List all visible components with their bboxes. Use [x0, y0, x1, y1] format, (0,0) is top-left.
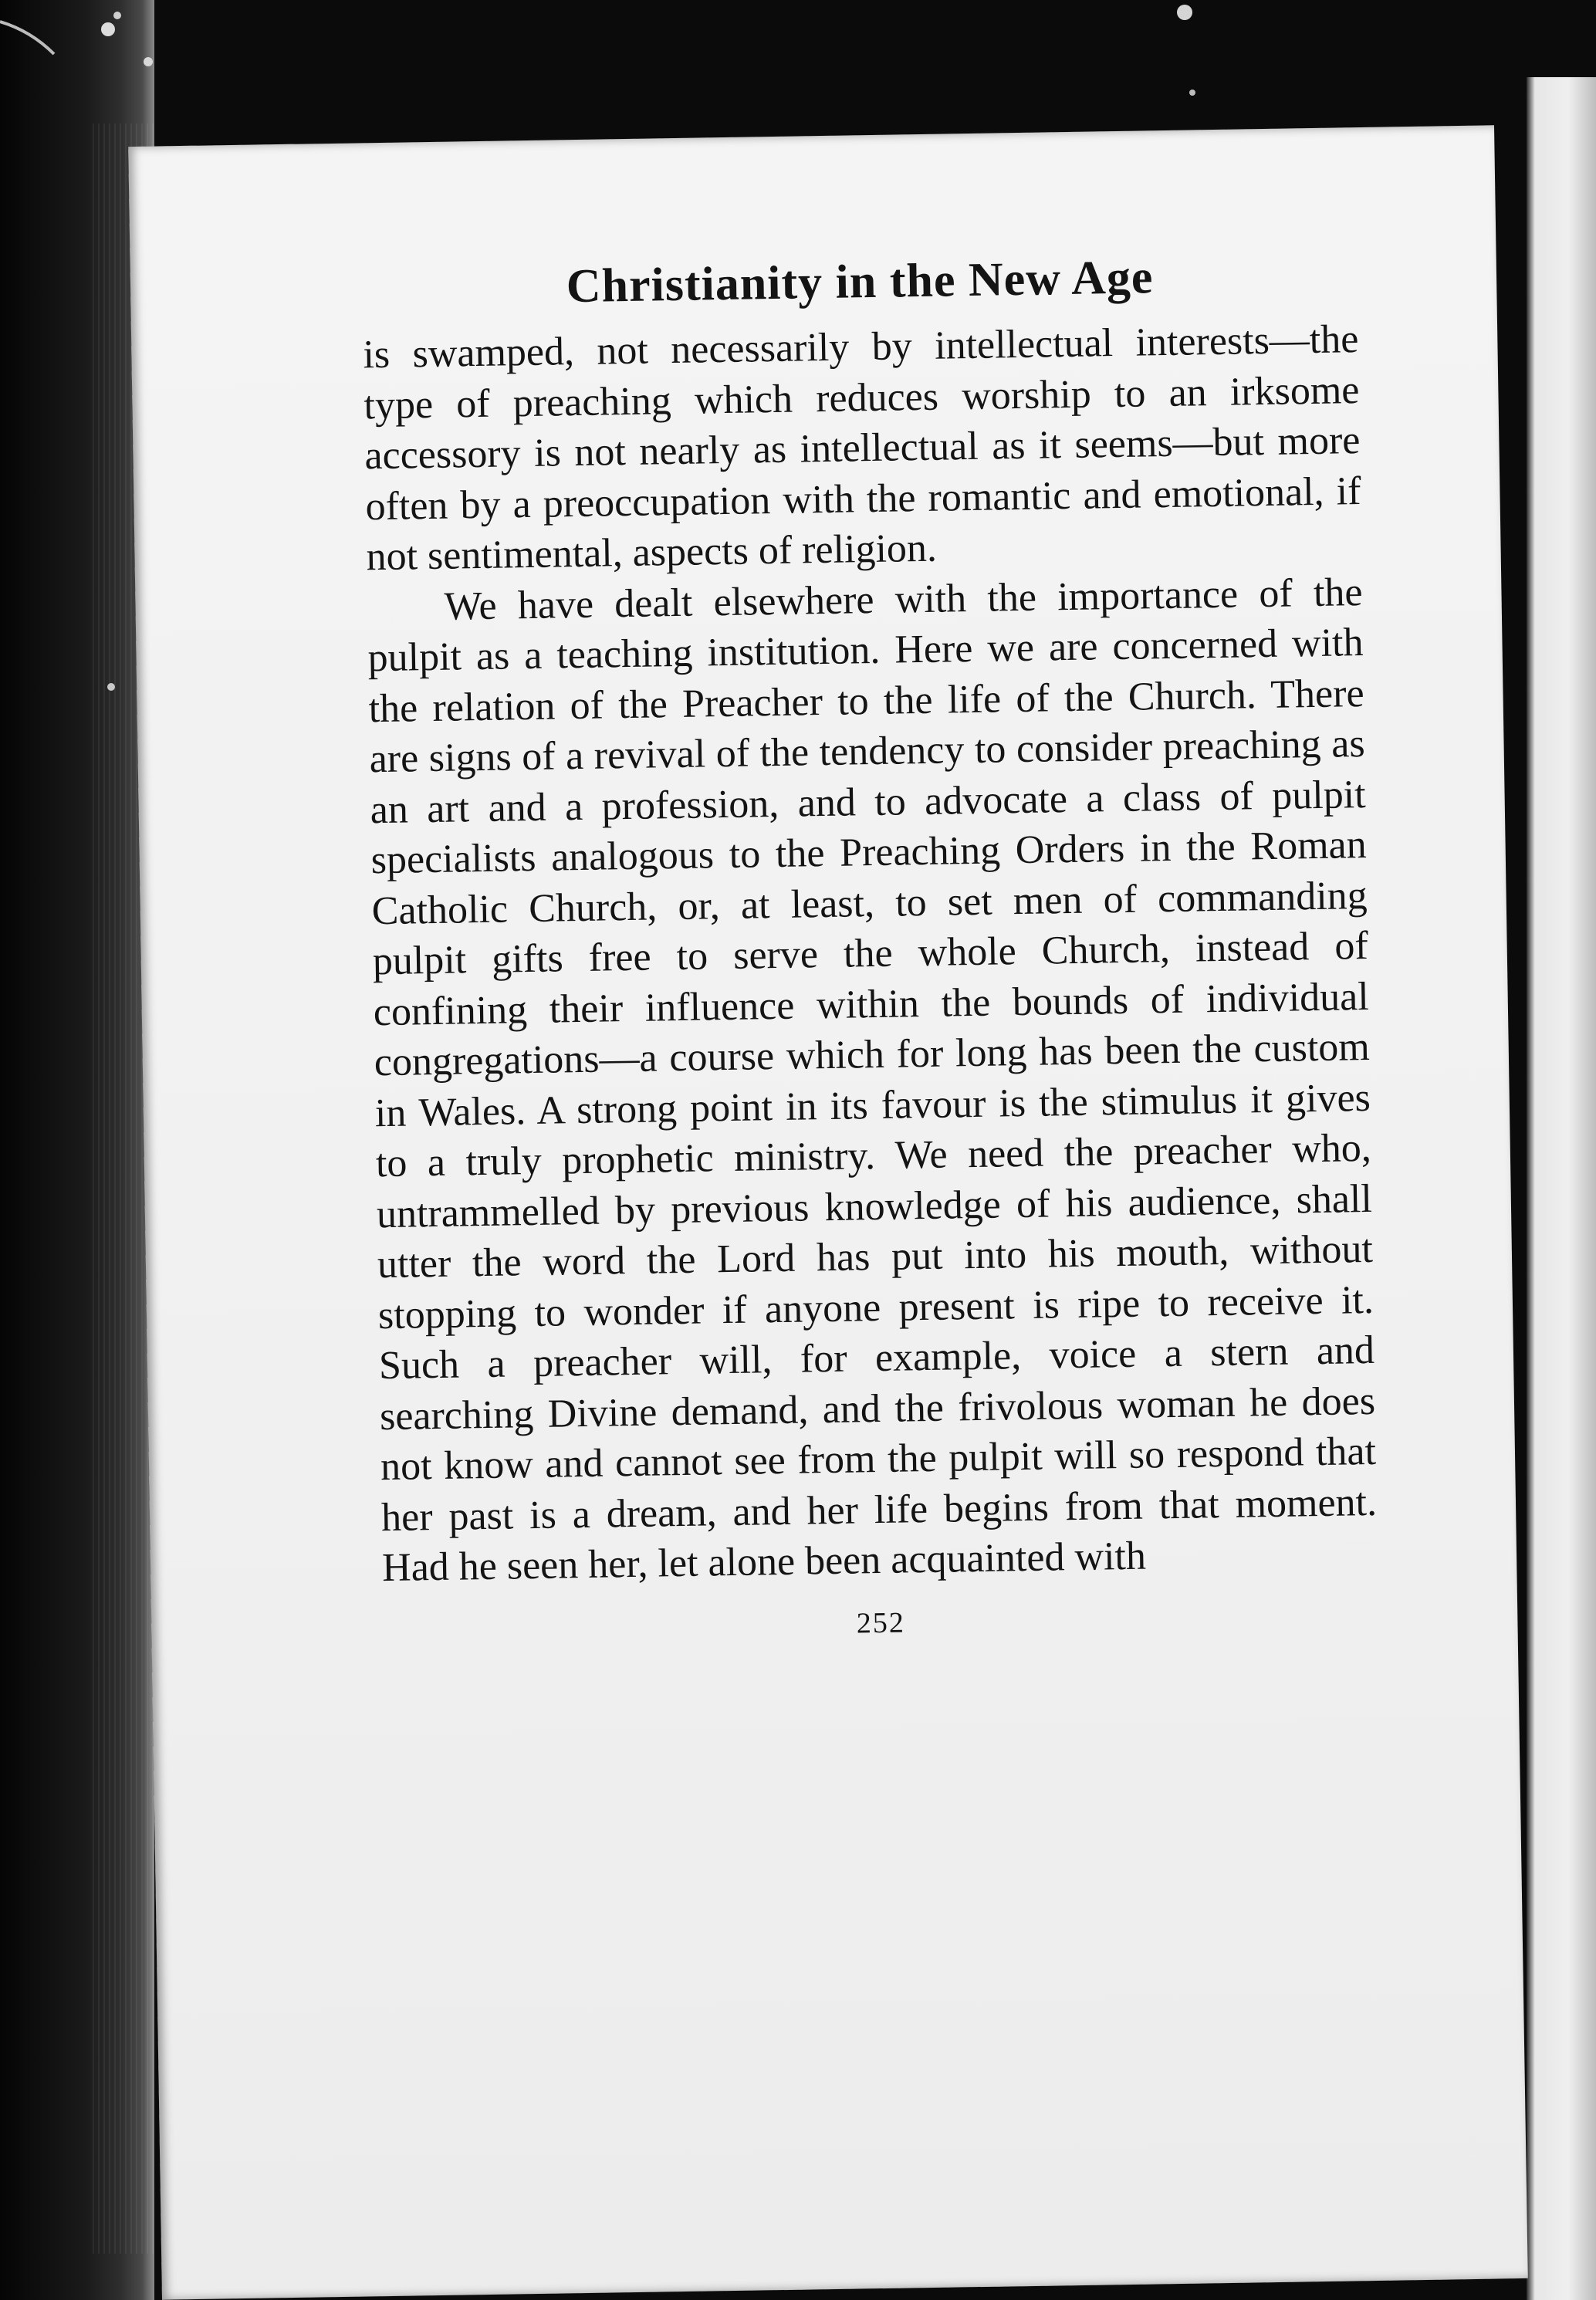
facing-page-edge [1527, 77, 1596, 2300]
paragraph: We have dealt elsewhere with the importance of the pulpit as a teaching institution. Here we are concerned with the relation of the Preacher to the life of the Church. There are signs of a revival of the tendency to consider preaching as an art and a profession, and to advocate a class of pulpit specialists analogous to the Preaching Orders in the Roman Catholic Church, or, at least, to set men of commanding pulpit gifts free to serve the whole Church, instead of confining their influence within the bounds of individual congregations—a course which for long has been the custom in Wales. A strong point in its favour is the stimulus it gives to a truly prophetic ministry. We need the preacher who, untrammelled by previous knowledge of his audience, shall utter the word the Lord has put into his mouth, without stopping to wonder if anyone present is ripe to receive it. Such a preacher will, for example, voice a stern and searching Divine demand, and the frivolous woman he does not know and cannot see from the pulpit will so respond that her past is a dream, and her life begins from that moment. Had he seen her, let alone been acquainted with [367, 570, 1378, 1591]
page-content [362, 243, 1379, 1648]
running-head: Christianity in the New Age [566, 251, 1154, 313]
paragraph-continued: is swamped, not necessarily by intellectual interests—the type of preaching which reduces worship to an irksome accessory is not nearly as intellectual as it seems—but more often by a preoccupation with the romantic and emotional, if not sentimental, aspects of religion. [363, 317, 1361, 580]
body-text [363, 314, 1378, 1594]
page-number: 252 [856, 1605, 906, 1639]
book-page [128, 125, 1528, 2299]
